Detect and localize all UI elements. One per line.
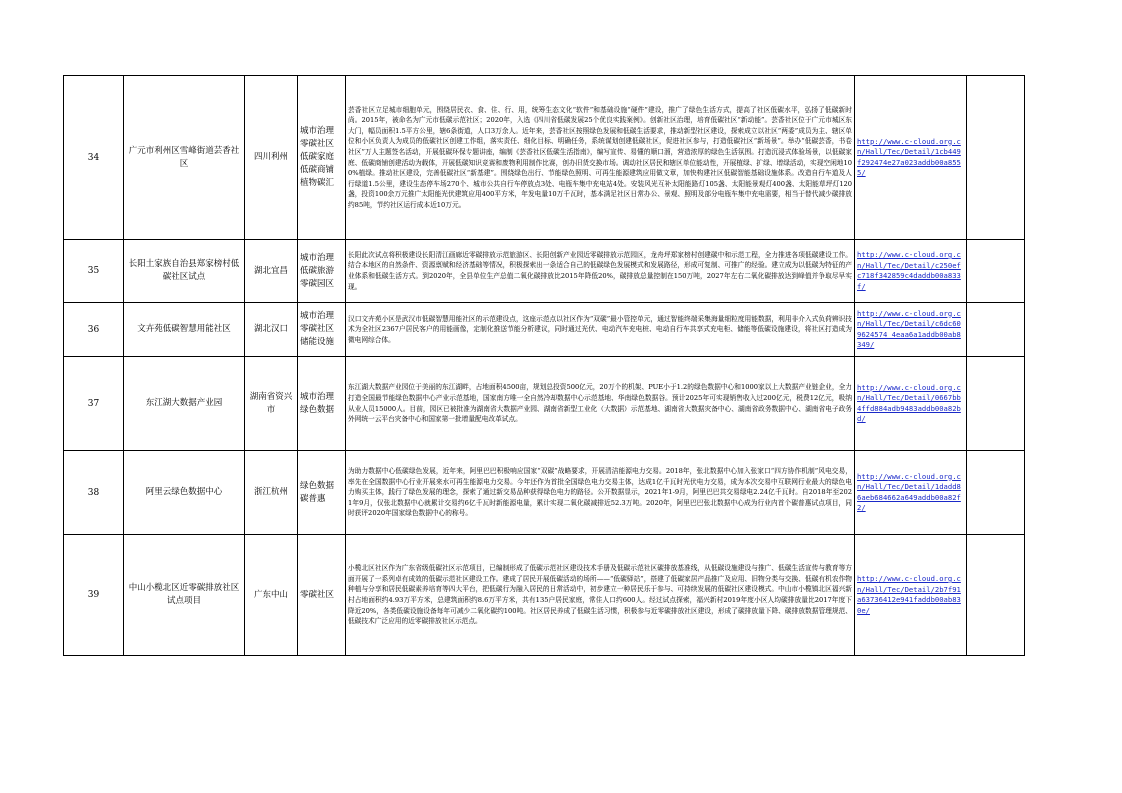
table-row bbox=[64, 357, 1025, 451]
category-label: 植物碳汇 bbox=[300, 178, 335, 188]
project-name: 长阳土家族自治县郑家榜村低碳社区试点 bbox=[124, 240, 245, 303]
project-description: 小榄北区社区作为广东省级低碳社区示范项目，已编制形成了低碳示范社区建设技术手册及低碳示范社区碳排放基准线，从低碳设施建设与推广、低碳生活宣传与教育等方面开展了一系列卓有成效的低碳示范社区建设工作。建成了居民开展低碳活动的场所——“低碳驿站”，搭建了低碳家居产品推广及应用、旧物分类与交换、低碳有机农作物种植与分享和居民低碳素养培育等四大平台，把低碳行为融入居民的日常活动中，初步建立一种居民乐于参与、可持续发展的低碳社区建设模式。中山市小榄镇北区福兴新村占地面积约4.93万平方米，总建筑面积约8.6万平方米，共有135户居民家庭，常住人口约600人。经过试点探索，福兴新村2019年度小区人均碳排放量比2017年度下降近20%，各类低碳设施设备每年可减少二氧化碳约100吨。社区居民养成了低碳生活习惯，积极参与近零碳排放社区建设，形成了碳排放量下降、碳排放数据管理规范、低碳技术广泛应用的近零碳排放社区示范点。 bbox=[346, 535, 855, 656]
category-label: 城市治理 bbox=[300, 252, 335, 263]
project-categories bbox=[298, 535, 346, 656]
category-label: 绿色数据 bbox=[300, 480, 335, 491]
project-categories bbox=[298, 76, 346, 240]
table-row bbox=[64, 451, 1025, 535]
category-label: 城市治理 bbox=[300, 126, 335, 136]
project-region: 浙江杭州 bbox=[245, 451, 298, 535]
category-label: 绿色数据 bbox=[300, 404, 335, 415]
project-link[interactable]: http://www.c-cloud.org.cn/Hall/Tec/Detail/2b7f91a63736412e941faddb00ab830e/ bbox=[857, 574, 961, 615]
project-region: 湖北宜昌 bbox=[245, 240, 298, 303]
project-link[interactable]: http://www.c-cloud.org.cn/Hall/Tec/Detail/c6dc609624574 4eaa6a1addb00ab8349/ bbox=[857, 308, 961, 349]
project-region: 广东中山 bbox=[245, 535, 298, 656]
project-name: 广元市利州区雪峰街道芸香社区 bbox=[124, 76, 245, 240]
category-label: 零碳园区 bbox=[300, 278, 335, 289]
project-link-cell bbox=[855, 240, 967, 303]
category-label: 低碳旅游 bbox=[300, 265, 335, 276]
category-label: 碳普惠 bbox=[300, 493, 326, 504]
empty-cell bbox=[967, 535, 1025, 656]
project-categories bbox=[298, 451, 346, 535]
empty-cell bbox=[967, 303, 1025, 357]
empty-cell bbox=[967, 357, 1025, 451]
project-link-cell bbox=[855, 303, 967, 357]
project-name: 文卉苑低碳智慧用能社区 bbox=[124, 303, 245, 357]
project-description: 汉口文卉苑小区是武汉市低碳智慧用能社区的示范建设点，这座示范点以社区作为“双碳”最小管控单元，通过智能终端采集海量细粒度用能数据，利用非介入式负荷辨识技术为全社区2367户居民客户的用能画像，定制化推送节能分析建议，同时通过光伏、电动汽车充电桩、电动自行车共享式充电柜、储能等低碳设施建设，将社区打造成为微电网综合体。 bbox=[346, 303, 855, 357]
table-row bbox=[64, 535, 1025, 656]
table-row bbox=[64, 303, 1025, 357]
empty-cell bbox=[967, 76, 1025, 240]
project-description: 芸香社区立足城市细胞单元，围绕居民衣、食、住、行、用，统筹生态文化“软件”和基础设施“硬件”建设，推广了绿色生活方式，提高了社区低碳水平，弘扬了低碳新时尚。2015年，被命名为广元市低碳示范社区；2020年，入选《四川省低碳发展25个优良实践案例》。创新社区治理，培育低碳社区“新动能”。芸香社区位于广元市城区东大门，幅员面积1.5平方公里，辖6条街道，人口3万余人。近年来，芸香社区按照绿色发展和低碳生活要求，推动新型社区建设，探索成立以社区“两委”成员为主、辖区单位和小区负责人为成员的低碳社区创建工作组，落实责任、细化目标、明确任务，系统谋划创建低碳社区，促进社区参与，打造低碳社区“新场景”。举办“低碳芸香，书卷社区”万人主题签名活动，开展低碳环保专题讲座，编制《芸香社区低碳生活指南》，编写宣传、易懂的顺口溜，营造浓厚的绿色生活氛围。打造沉浸式体验场景，以低碳家庭、低碳商铺创建活动为载体，开展低碳知识竞赛和废物利用制作比赛，创办旧货交换市场。调动社区居民和辖区单位能动性，开展植绿、扩绿、增绿活动，实现空闲地100%植绿。推动社区建设，完善低碳社区“新基建”。围绕绿色出行、节能绿色照明、可再生能源建筑应用做文章，加快构建社区低碳智能基础设施体系。改造自行车道及人行绿道1.5公里，建设生态停车场270个、城市公共自行车停放点3处、电瓶车集中充电站4处。安装风光互补太阳能路灯105盏、太阳能景观灯400盏、太阳能草坪灯120盏，投资100余万元推广太阳能光伏建筑应用400平方米，年发电量10万千瓦时，基本满足社区日常办公、景观、照明及部分电瓶车集中充电需要，相当于替代减少碳排放约85吨，节约社区运行成本近10万元。 bbox=[346, 76, 855, 240]
project-categories bbox=[298, 357, 346, 451]
project-link-cell bbox=[855, 451, 967, 535]
category-label: 零碳社区 bbox=[300, 324, 335, 334]
project-name: 东江湖大数据产业园 bbox=[124, 357, 245, 451]
category-label: 储能设施 bbox=[300, 337, 335, 347]
project-region: 湖南省资兴市 bbox=[245, 357, 298, 451]
table-body bbox=[64, 76, 1025, 656]
project-name: 阿里云绿色数据中心 bbox=[124, 451, 245, 535]
project-link[interactable]: http://www.c-cloud.org.cn/Hall/Tec/Detail/1dadd86aeb684662a649addb00a82f2/ bbox=[857, 471, 961, 512]
empty-cell bbox=[967, 240, 1025, 303]
project-link[interactable]: http://www.c-cloud.org.cn/Hall/Tec/Detail/c250efc718f342859c4daddb00a833f/ bbox=[857, 250, 961, 291]
row-number: 38 bbox=[64, 451, 124, 535]
project-link[interactable]: http://www.c-cloud.org.cn/Hall/Tec/Detail/0667bb4ffd884adb9483addb00a82bd/ bbox=[857, 382, 961, 423]
project-link-cell bbox=[855, 357, 967, 451]
row-number: 34 bbox=[64, 76, 124, 240]
project-link-cell bbox=[855, 76, 967, 240]
row-number: 39 bbox=[64, 535, 124, 656]
category-label: 低碳商铺 bbox=[300, 165, 335, 175]
table-row bbox=[64, 76, 1025, 240]
row-number: 36 bbox=[64, 303, 124, 357]
category-label: 低碳家庭 bbox=[300, 152, 335, 162]
project-categories bbox=[298, 303, 346, 357]
low-carbon-projects-table bbox=[63, 75, 1025, 656]
project-region: 四川利州 bbox=[245, 76, 298, 240]
row-number: 37 bbox=[64, 357, 124, 451]
empty-cell bbox=[967, 451, 1025, 535]
category-label: 城市治理 bbox=[300, 311, 335, 321]
project-region: 湖北汉口 bbox=[245, 303, 298, 357]
category-label: 零碳社区 bbox=[300, 139, 335, 149]
project-link[interactable]: http://www.c-cloud.org.cn/Hall/Tec/Detail/1cb449f292474e27a023addb00a8555/ bbox=[857, 136, 961, 177]
row-number: 35 bbox=[64, 240, 124, 303]
project-link-cell bbox=[855, 535, 967, 656]
category-label: 零碳社区 bbox=[300, 589, 335, 600]
table-row bbox=[64, 240, 1025, 303]
project-description: 为助力数据中心低碳绿色发展，近年来，阿里巴巴积极响应国家“双碳”战略要求，开展清洁能源电力交易。2018年，张北数据中心加入张家口“四方协作机制”风电交易，率先在全国数据中心行业开展来水可再生能源电力交易。今年还作为首批全国绿色电力交易主体，达成1亿千瓦时光伏电力交易，成为本次交易中互联网行业最大的绿色电力购买主体，践行了绿色发展的理念，探索了通过新交易品种获得绿色电力的路径。公开数据显示，2021年1-9月，阿里巴巴共交易绿电2.24亿千瓦时。自2018年至2021年9月，仅张北数据中心就累计交易约6亿千瓦时新能源电量，累计实现二氧化碳减排近52.3万吨。2020年，阿里巴巴张北数据中心成为行业内首个碳普惠试点项目，同时获评2020年国家绿色数据中心的称号。 bbox=[346, 451, 855, 535]
project-categories bbox=[298, 240, 346, 303]
project-description: 东江湖大数据产业园位于美丽的东江湖畔，占地面积4500亩，规划总投资500亿元，20万个的机架、PUE小于1.2的绿色数据中心和1000家以上大数据产业链企业，全力打造全国最节能绿色数据中心产业示范基地，国家南方唯一全自然冷却数据中心示范基地、华南绿色数据谷。预计2025年可实现销售收入过200亿元，税费12亿元，吸纳从业人员15000人。目前，园区已被批准为湖南省大数据产业园、湖南省新型工业化（大数据）示范基地、湖南省大数据灾备中心、湖南省政务数据中心、湖南省电子政务外网统一云平台灾备中心和国家第一批增量配电改革试点。 bbox=[346, 357, 855, 451]
project-description: 长阳此次试点将积极建设长阳清江画廊近零碳排放示范旅游区、长阳创新产业园近零碳排放示范园区，龙舟坪郑家榜村创建碳中和示范工程，全力推进各项低碳建设工作。结合本地区的自然条件、资源禀赋和经济基础等情况，积极探索出一条适合自己的低碳绿色发展模式和发展路径，形成可复制、可推广的经验。建立成为以低碳为特征的产业体系和低碳生活方式。到2020年，全县单位生产总值二氧化碳排放比2015年降低20%，碳排放总量控制在150万吨，2027年左右二氧化碳排放达到峰值并争取尽早实现。 bbox=[346, 240, 855, 303]
category-label: 城市治理 bbox=[300, 391, 335, 402]
project-name: 中山小榄北区近零碳排放社区试点项目 bbox=[124, 535, 245, 656]
